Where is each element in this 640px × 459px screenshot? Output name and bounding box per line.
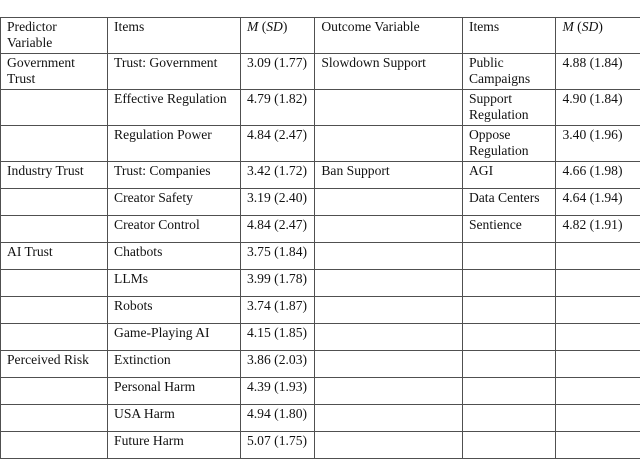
header-sd: SD [266, 19, 283, 34]
table-row [1, 378, 640, 405]
descriptive-statistics-table [0, 17, 640, 459]
outcome-cell [315, 126, 463, 162]
outcome-cell [315, 324, 463, 351]
msd-cell: 5.07 (1.75) [240, 432, 314, 459]
outcome-msd-cell: 4.66 (1.98) [556, 162, 640, 189]
item-cell: Trust: Government [108, 54, 241, 90]
table-row [1, 189, 640, 216]
header-row [1, 18, 640, 54]
msd-cell: 4.84 (2.47) [240, 216, 314, 243]
header-msd-2: M (SD) [556, 18, 640, 54]
header-items: Items [108, 18, 241, 54]
item-cell: Chatbots [108, 243, 241, 270]
outcome-cell [315, 189, 463, 216]
outcome-cell [315, 270, 463, 297]
table-row [1, 243, 640, 270]
outcome-msd-cell: 3.40 (1.96) [556, 126, 640, 162]
outcome-item-cell [462, 351, 556, 378]
outcome-cell [315, 297, 463, 324]
msd-cell: 3.19 (2.40) [240, 189, 314, 216]
msd-cell: 4.94 (1.80) [240, 405, 314, 432]
header-m: M [247, 19, 258, 34]
msd-cell: 3.09 (1.77) [240, 54, 314, 90]
item-cell: LLMs [108, 270, 241, 297]
outcome-cell [315, 216, 463, 243]
predictor-cell [1, 405, 108, 432]
outcome-item-cell: Oppose Regulation [462, 126, 556, 162]
header-outcome-variable: Outcome Variable [315, 18, 463, 54]
table-row [1, 90, 640, 126]
outcome-cell [315, 432, 463, 459]
table-row [1, 54, 640, 90]
item-cell: Creator Safety [108, 189, 241, 216]
predictor-cell [1, 216, 108, 243]
outcome-item-cell [462, 243, 556, 270]
item-cell: USA Harm [108, 405, 241, 432]
outcome-item-cell: AGI [462, 162, 556, 189]
table-row [1, 297, 640, 324]
table-row [1, 351, 640, 378]
outcome-cell [315, 405, 463, 432]
predictor-cell [1, 378, 108, 405]
outcome-msd-cell [556, 432, 640, 459]
outcome-item-cell: Sentience [462, 216, 556, 243]
outcome-msd-cell [556, 243, 640, 270]
predictor-cell [1, 90, 108, 126]
table-row [1, 126, 640, 162]
header-m-2: M [562, 19, 573, 34]
msd-cell: 3.42 (1.72) [240, 162, 314, 189]
item-cell: Regulation Power [108, 126, 241, 162]
outcome-item-cell [462, 324, 556, 351]
msd-cell: 4.79 (1.82) [240, 90, 314, 126]
table-row [1, 405, 640, 432]
msd-cell: 3.86 (2.03) [240, 351, 314, 378]
outcome-item-cell: Public Campaigns [462, 54, 556, 90]
header-predictor-variable: Predictor Variable [1, 18, 108, 54]
msd-cell: 4.15 (1.85) [240, 324, 314, 351]
predictor-cell: Perceived Risk [1, 351, 108, 378]
predictor-cell [1, 189, 108, 216]
outcome-item-cell: Data Centers [462, 189, 556, 216]
outcome-item-cell [462, 432, 556, 459]
predictor-cell [1, 297, 108, 324]
table-row [1, 162, 640, 189]
header-sd-2: SD [582, 19, 599, 34]
outcome-item-cell [462, 297, 556, 324]
table-row [1, 432, 640, 459]
predictor-cell [1, 324, 108, 351]
outcome-msd-cell [556, 324, 640, 351]
outcome-cell [315, 378, 463, 405]
msd-cell: 3.74 (1.87) [240, 297, 314, 324]
msd-cell: 4.84 (2.47) [240, 126, 314, 162]
table-row [1, 324, 640, 351]
predictor-cell: AI Trust [1, 243, 108, 270]
item-cell: Robots [108, 297, 241, 324]
item-cell: Extinction [108, 351, 241, 378]
predictor-cell: Industry Trust [1, 162, 108, 189]
outcome-msd-cell [556, 405, 640, 432]
header-msd: M (SD) [240, 18, 314, 54]
outcome-item-cell [462, 405, 556, 432]
item-cell: Future Harm [108, 432, 241, 459]
predictor-cell [1, 432, 108, 459]
table-row [1, 216, 640, 243]
outcome-msd-cell [556, 378, 640, 405]
msd-cell: 3.75 (1.84) [240, 243, 314, 270]
outcome-msd-cell: 4.64 (1.94) [556, 189, 640, 216]
outcome-item-cell: Support Regulation [462, 90, 556, 126]
outcome-item-cell [462, 270, 556, 297]
item-cell: Trust: Companies [108, 162, 241, 189]
table-row [1, 270, 640, 297]
predictor-cell [1, 270, 108, 297]
predictor-cell [1, 126, 108, 162]
outcome-msd-cell [556, 351, 640, 378]
msd-cell: 3.99 (1.78) [240, 270, 314, 297]
outcome-msd-cell [556, 297, 640, 324]
msd-cell: 4.39 (1.93) [240, 378, 314, 405]
outcome-cell: Ban Support [315, 162, 463, 189]
item-cell: Game-Playing AI [108, 324, 241, 351]
outcome-msd-cell: 4.82 (1.91) [556, 216, 640, 243]
outcome-cell [315, 351, 463, 378]
outcome-item-cell [462, 378, 556, 405]
item-cell: Effective Regulation [108, 90, 241, 126]
item-cell: Personal Harm [108, 378, 241, 405]
outcome-cell [315, 90, 463, 126]
outcome-msd-cell: 4.90 (1.84) [556, 90, 640, 126]
predictor-cell: Government Trust [1, 54, 108, 90]
outcome-msd-cell [556, 270, 640, 297]
outcome-cell [315, 243, 463, 270]
header-items-2: Items [462, 18, 556, 54]
outcome-cell: Slowdown Support [315, 54, 463, 90]
item-cell: Creator Control [108, 216, 241, 243]
outcome-msd-cell: 4.88 (1.84) [556, 54, 640, 90]
